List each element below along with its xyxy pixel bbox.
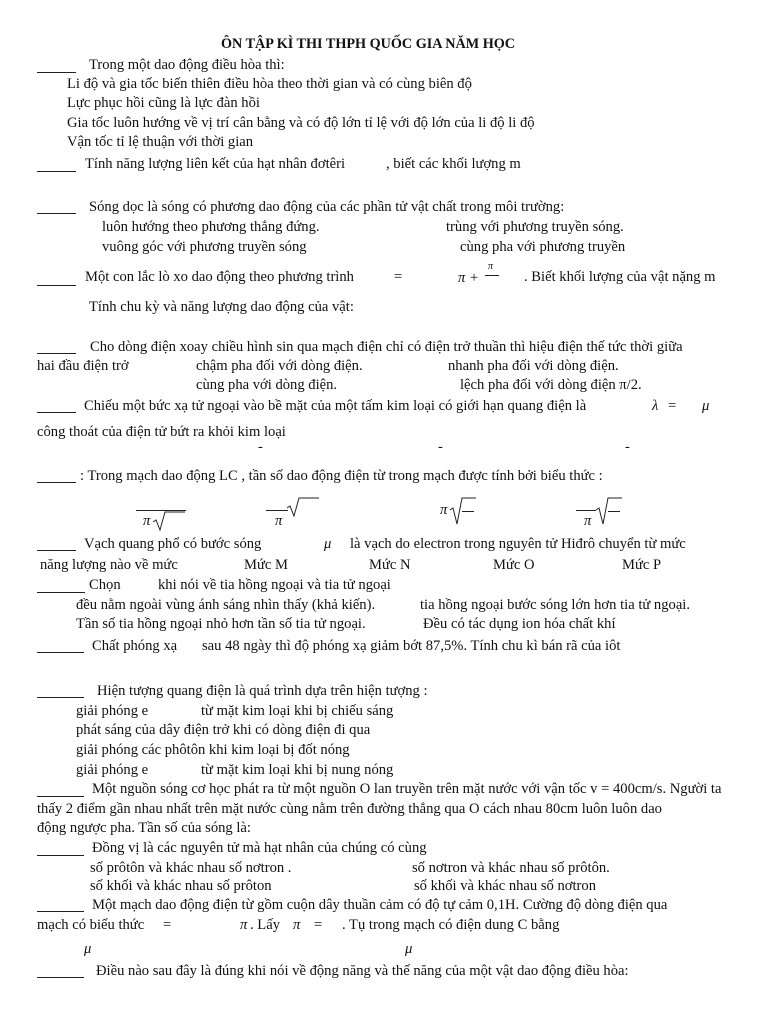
question-6-line2: công thoát của điện tử bứt ra khỏi kim loại: [37, 424, 286, 440]
q8-mu: μ: [324, 536, 332, 552]
question-14-line2: mạch có biểu thức: [37, 917, 145, 933]
question-13-stem: Đồng vị là các nguyên tử mà hạt nhân của chúng có cùng: [92, 840, 427, 856]
q13-option-d: số khối và khác nhau số nơtron: [414, 878, 597, 894]
answer-blank-q8[interactable]: [37, 550, 76, 551]
answer-blank-q15[interactable]: [37, 977, 84, 978]
q11-option-d-end: từ mặt kim loại khi bị nung nóng: [201, 762, 394, 778]
q4-fraction-bar: [485, 275, 499, 276]
answer-blank-q5[interactable]: [37, 353, 76, 354]
q7-formula-c-inner-bar: [462, 511, 474, 512]
q8-option-d: Mức P: [622, 557, 662, 573]
answer-blank-q14[interactable]: [37, 911, 84, 912]
q7-formula-a-radical: [152, 510, 186, 532]
answer-blank-q10[interactable]: [37, 652, 84, 653]
answer-blank-q6[interactable]: [37, 412, 76, 413]
q7-formula-b-radical: [286, 496, 320, 518]
q7-formula-d-inner-bar: [608, 511, 620, 512]
answer-blank-q4[interactable]: [37, 285, 76, 286]
q8-option-a: Mức M: [244, 557, 288, 573]
question-14-tail: . Tụ trong mạch có điện dung C bằng: [342, 917, 560, 933]
q6-dash-1: -: [258, 439, 263, 455]
q5-option-b: nhanh pha đối với dòng điện.: [448, 358, 619, 374]
q4-equals: =: [394, 269, 403, 285]
question-9-stem-b: khi nói về tia hồng ngoại và tia tử ngoại: [158, 577, 391, 593]
q13-option-a: số prôtôn và khác nhau số nơtron .: [90, 860, 292, 876]
q8-option-b: Mức N: [369, 557, 411, 573]
q6-equals: =: [668, 398, 677, 414]
question-5-stem: Cho dòng điện xoay chiều hình sin qua mạch điện chỉ có điện trở thuần thì hiệu điện thế tức thời giữa: [90, 339, 683, 355]
q11-option-b: phát sáng của dây điện trở khi có dòng điện đi qua: [76, 722, 371, 738]
q3-option-d: cùng pha với phương truyền: [460, 239, 626, 255]
q6-dash-2: -: [438, 439, 443, 455]
answer-blank-q2[interactable]: [37, 171, 76, 172]
question-8-stem: Vạch quang phổ có bước sóng: [84, 536, 262, 552]
q7-formula-d-bar: [576, 510, 596, 511]
answer-blank-q7[interactable]: [37, 482, 76, 483]
q1-option-c: Gia tốc luôn hướng về vị trí cân bằng và có độ lớn tỉ lệ với độ lớn của li độ li độ: [67, 115, 535, 131]
q11-option-c: giải phóng các phôtôn khi kim loại bị đốt nóng: [76, 742, 350, 758]
q8-option-c: Mức O: [493, 557, 535, 573]
q6-mu: μ: [702, 398, 710, 414]
q3-option-a: luôn hướng theo phương thẳng đứng.: [102, 219, 320, 235]
q5-option-c: cùng pha với dòng điện.: [196, 377, 338, 393]
question-10-stem-b: sau 48 ngày thì độ phóng xạ giảm bớt 87,5%. Tính chu kì bán rã của iôt: [202, 638, 621, 654]
question-1-stem: Trong một dao động điều hòa thì:: [89, 57, 285, 73]
q7-formula-a-pi: π: [143, 513, 151, 529]
page-title: ÔN TẬP KÌ THI THPH QUỐC GIA NĂM HỌC: [221, 36, 516, 52]
question-4-subline: Tính chu kỳ và năng lượng dao động của vật:: [89, 299, 354, 315]
q14-lay: . Lấy: [250, 917, 280, 933]
q14-pi: π: [240, 917, 248, 933]
question-9-stem-a: Chọn: [89, 577, 121, 593]
question-10-stem-a: Chất phóng xạ: [92, 638, 178, 654]
q4-fraction-pi: π: [488, 261, 494, 272]
question-8-tail: là vạch do electron trong nguyên tử Hiđrô chuyển từ mức: [350, 536, 686, 552]
q7-formula-b-bar: [266, 510, 288, 511]
question-4-stem: Một con lắc lò xo dao động theo phương trình: [85, 269, 354, 285]
answer-blank-q13[interactable]: [37, 855, 84, 856]
question-14-line1: Một mạch dao động điện từ gồm cuộn dây thuần cảm có độ tự cảm 0,1H. Cường độ dòng điện qua: [92, 897, 668, 913]
q9-option-c: Tần số tia hồng ngoại nhỏ hơn tần số tia tử ngoại.: [76, 616, 366, 632]
answer-blank-q1[interactable]: [37, 72, 76, 73]
q9-option-d: Đều có tác dụng ion hóa chất khí: [423, 616, 616, 632]
q7-formula-b-pi: π: [275, 513, 283, 529]
answer-blank-q3[interactable]: [37, 213, 76, 214]
q14-equals: =: [163, 917, 172, 933]
question-8-line2: năng lượng nào về mức: [40, 557, 178, 573]
q14-pi-2: π: [293, 917, 301, 933]
q5-option-a: chậm pha đối với dòng điện.: [196, 358, 363, 374]
q13-option-c: số khối và khác nhau số prôton: [90, 878, 272, 894]
answer-blank-q12[interactable]: [37, 796, 84, 797]
q3-option-b: trùng với phương truyền sóng.: [446, 219, 624, 235]
q5-option-d: lệch pha đối với dòng điện π/2.: [460, 377, 642, 393]
question-3-stem: Sóng dọc là sóng có phương dao động của các phần tử vật chất trong môi trường:: [89, 199, 565, 215]
q14-mu-2: μ: [405, 941, 413, 957]
q9-option-b: tia hồng ngoại bước sóng lớn hơn tia tử ngoại.: [420, 597, 691, 613]
q14-mu-1: μ: [84, 941, 92, 957]
question-5-line2: hai đầu điện trở: [37, 358, 129, 374]
q11-option-d-start: giải phóng e: [76, 762, 149, 778]
answer-blank-q11[interactable]: [37, 697, 84, 698]
question-6-stem: Chiếu một bức xạ tử ngoại vào bề mặt của một tấm kim loại có giới hạn quang điện là: [84, 398, 587, 414]
q1-option-a: Li độ và gia tốc biến thiên điều hòa theo thời gian và có cùng biên độ: [67, 76, 472, 92]
question-12-line1: Một nguồn sóng cơ học phát ra từ một nguồn O lan truyền trên mặt nước với vận tốc v = 400cm/s. Người ta: [92, 781, 722, 797]
question-2-tail: , biết các khối lượng m: [386, 156, 521, 172]
q14-equals-2: =: [314, 917, 323, 933]
q11-option-a-end: từ mặt kim loại khi bị chiếu sáng: [201, 703, 394, 719]
q3-option-c: vuông góc với phương truyền sóng: [102, 239, 307, 255]
question-12-line3: động ngược pha. Tần số của sóng là:: [37, 820, 251, 836]
q1-option-b: Lực phục hồi cũng là lực đàn hồi: [67, 95, 260, 111]
q6-lambda: λ: [652, 398, 659, 414]
q7-formula-c-pi: π: [440, 502, 448, 518]
q11-option-a-start: giải phóng e: [76, 703, 149, 719]
question-4-tail: . Biết khối lượng của vật nặng m: [524, 269, 716, 285]
q9-option-a: đều nằm ngoài vùng ánh sáng nhìn thấy (khả kiến).: [76, 597, 376, 613]
q1-option-d: Vận tốc tỉ lệ thuận với thời gian: [67, 134, 254, 150]
answer-blank-q9[interactable]: [37, 592, 85, 593]
q4-pi-plus: π +: [458, 270, 479, 286]
question-2-stem: Tính năng lượng liên kết của hạt nhân đơtêri: [85, 156, 346, 172]
q7-formula-d-pi: π: [584, 513, 592, 529]
question-11-stem: Hiện tượng quang điện là quá trình dựa trên hiện tượng :: [97, 683, 428, 699]
q6-dash-3: -: [625, 439, 630, 455]
question-7-stem: : Trong mạch dao động LC , tần số dao động điện từ trong mạch được tính bởi biểu thức :: [80, 468, 603, 484]
question-12-line2: thấy 2 điểm gần nhau nhất trên mặt nước cùng nằm trên đường thẳng qua O cách nhau 80cm luôn luôn dao: [37, 801, 662, 817]
q13-option-b: số nơtron và khác nhau số prôtôn.: [412, 860, 610, 876]
question-15-stem: Điều nào sau đây là đúng khi nói về động năng và thế năng của một vật dao động điều hòa:: [96, 963, 629, 979]
